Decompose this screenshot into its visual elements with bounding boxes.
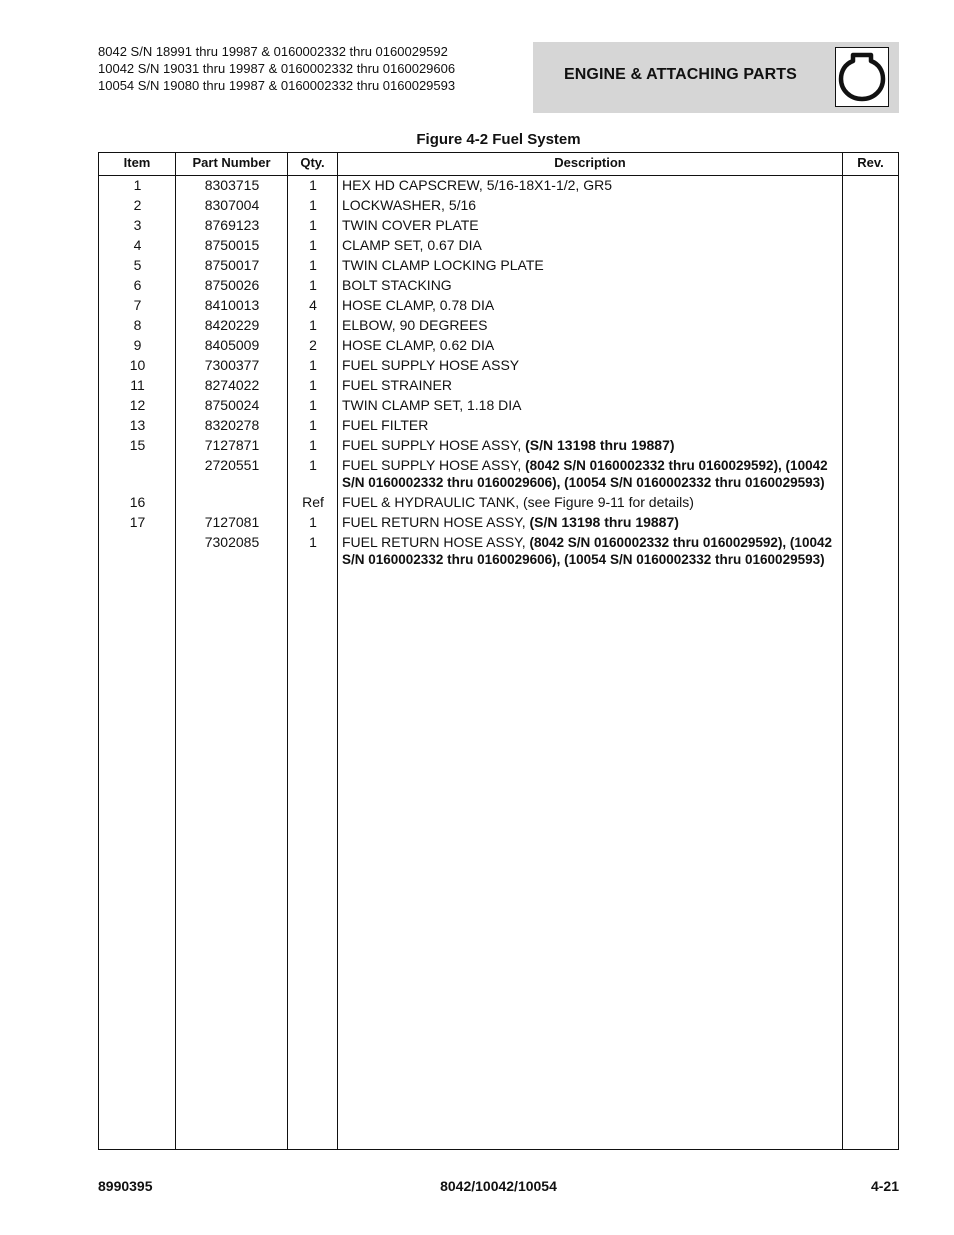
description-text: FUEL RETURN HOSE ASSY,	[342, 514, 530, 530]
description	[342, 177, 842, 194]
column-header-part-number: Part Number	[192, 155, 271, 170]
quantity: 1	[309, 514, 317, 530]
column-header-description: Description	[554, 155, 626, 170]
description	[342, 514, 842, 531]
part-number: 8750017	[204, 257, 260, 273]
table-row	[99, 296, 898, 316]
table-row	[99, 356, 898, 376]
table-row	[99, 256, 898, 276]
table-row	[99, 316, 898, 336]
serial-range-note: (S/N 13198 thru 19887)	[529, 514, 679, 530]
part-number: 8420229	[204, 317, 260, 333]
part-number: 8750024	[204, 397, 260, 413]
description-text: FUEL FILTER	[342, 417, 429, 433]
description-text: TWIN CLAMP SET, 1.18 DIA	[342, 397, 522, 413]
item-number: 17	[129, 514, 146, 530]
description	[342, 377, 842, 394]
table-row	[99, 436, 898, 456]
description	[342, 217, 842, 234]
description	[342, 534, 842, 568]
part-number: 2720551	[204, 457, 260, 473]
item-number: 11	[130, 377, 145, 393]
quantity: 1	[309, 217, 317, 233]
part-number: 7302085	[204, 534, 260, 550]
part-number: 8769123	[204, 217, 260, 233]
serial-line: 10054 S/N 19080 thru 19987 & 0160002332 thru 0160029593	[98, 78, 456, 93]
part-number: 7127871	[204, 437, 260, 453]
item-number: 2	[133, 197, 142, 213]
quantity: Ref	[302, 494, 324, 510]
description-text: HOSE CLAMP, 0.62 DIA	[342, 337, 495, 353]
description	[342, 297, 842, 314]
description	[342, 237, 842, 254]
part-number: 8303715	[204, 177, 260, 193]
column-header-rev: Rev.	[857, 155, 884, 170]
description-text: FUEL & HYDRAULIC TANK, (see Figure 9-11 for details)	[342, 494, 694, 510]
page-number: 4-21	[870, 1178, 899, 1194]
item-number: 4	[133, 237, 142, 253]
item-number: 12	[129, 397, 146, 413]
item-number: 9	[133, 337, 142, 353]
description	[342, 197, 842, 214]
serial-number-block	[98, 43, 455, 94]
quantity: 1	[309, 177, 317, 193]
serial-range-note: (8042 S/N 0160002332 thru 0160029592), (10042 S/N 0160002332 thru 0160029606), (10054 S/N 0160002332 thru 0160029593)	[342, 535, 832, 567]
part-number: 8750026	[204, 277, 260, 293]
column-header-item: Item	[123, 155, 151, 170]
table-row	[99, 513, 898, 533]
description	[342, 397, 842, 414]
item-number: 15	[129, 437, 146, 453]
item-number: 13	[129, 417, 146, 433]
description-text: FUEL SUPPLY HOSE ASSY,	[342, 457, 526, 473]
quantity: 1	[309, 357, 317, 373]
model-numbers: 8042/10042/10054	[440, 1178, 557, 1194]
description-text: FUEL SUPPLY HOSE ASSY	[342, 357, 520, 373]
part-number: 8274022	[204, 377, 260, 393]
serial-line: 10042 S/N 19031 thru 19987 & 0160002332 thru 0160029606	[98, 61, 456, 76]
quantity: 1	[309, 197, 317, 213]
item-number: 8	[133, 317, 142, 333]
table-row	[99, 336, 898, 356]
description-text: LOCKWASHER, 5/16	[342, 197, 477, 213]
engine-icon	[835, 47, 889, 107]
description	[342, 337, 842, 354]
part-number: 8750015	[204, 237, 260, 253]
part-number: 8410013	[204, 297, 260, 313]
table-row	[99, 493, 898, 513]
part-number: 8307004	[204, 197, 260, 213]
item-number: 16	[129, 494, 146, 510]
table-row	[99, 396, 898, 416]
quantity: 1	[309, 417, 317, 433]
quantity: 1	[309, 257, 317, 273]
part-number: 8405009	[204, 337, 260, 353]
description	[342, 494, 842, 511]
description-text: FUEL RETURN HOSE ASSY,	[342, 534, 530, 550]
table-row	[99, 236, 898, 256]
section-title: ENGINE & ATTACHING PARTS	[564, 66, 797, 83]
quantity: 1	[309, 457, 317, 473]
table-row	[99, 376, 898, 396]
item-number: 3	[133, 217, 142, 233]
item-number: 10	[129, 357, 146, 373]
description-text: HEX HD CAPSCREW, 5/16-18X1-1/2, GR5	[342, 177, 612, 193]
quantity: 1	[309, 277, 317, 293]
item-number: 5	[133, 257, 142, 273]
quantity: 2	[309, 337, 317, 353]
part-number: 7127081	[204, 514, 260, 530]
description-text: BOLT STACKING	[342, 277, 452, 293]
table-row	[99, 176, 898, 196]
quantity: 4	[309, 297, 317, 313]
description-text: FUEL STRAINER	[342, 377, 452, 393]
document-number: 8990395	[98, 1178, 153, 1194]
table-row	[99, 196, 898, 216]
serial-range-note: (8042 S/N 0160002332 thru 0160029592), (10042 S/N 0160002332 thru 0160029606), (10054 S/N 0160002332 thru 0160029593)	[342, 458, 828, 490]
section-banner	[533, 42, 899, 113]
figure-title: Figure 4-2 Fuel System	[416, 131, 581, 148]
quantity: 1	[309, 534, 317, 550]
description	[342, 417, 842, 434]
description-text: FUEL SUPPLY HOSE ASSY,	[342, 437, 526, 453]
table-body	[99, 176, 898, 570]
table-row	[99, 216, 898, 236]
description-text: TWIN COVER PLATE	[342, 217, 479, 233]
quantity: 1	[309, 317, 317, 333]
description-text: ELBOW, 90 DEGREES	[342, 317, 488, 333]
parts-table	[98, 152, 899, 1150]
description-text: HOSE CLAMP, 0.78 DIA	[342, 297, 495, 313]
description	[342, 457, 842, 491]
table-header	[99, 153, 898, 176]
description-text: CLAMP SET, 0.67 DIA	[342, 237, 482, 253]
part-number: 8320278	[204, 417, 260, 433]
description	[342, 257, 842, 274]
description	[342, 357, 842, 374]
item-number: 1	[133, 177, 142, 193]
quantity: 1	[309, 397, 317, 413]
description	[342, 277, 842, 294]
table-row	[99, 416, 898, 436]
part-number: 7300377	[204, 357, 260, 373]
description	[342, 317, 842, 334]
table-row	[99, 533, 898, 570]
quantity: 1	[309, 437, 317, 453]
quantity: 1	[309, 377, 317, 393]
item-number: 6	[133, 277, 142, 293]
table-row	[99, 276, 898, 296]
serial-line: 8042 S/N 18991 thru 19987 & 0160002332 thru 0160029592	[98, 44, 448, 59]
serial-range-note: (S/N 13198 thru 19887)	[525, 437, 675, 453]
quantity: 1	[309, 237, 317, 253]
column-header-qty: Qty.	[300, 155, 325, 170]
description	[342, 437, 842, 454]
table-row	[99, 456, 898, 493]
item-number: 7	[133, 297, 142, 313]
description-text: TWIN CLAMP LOCKING PLATE	[342, 257, 544, 273]
